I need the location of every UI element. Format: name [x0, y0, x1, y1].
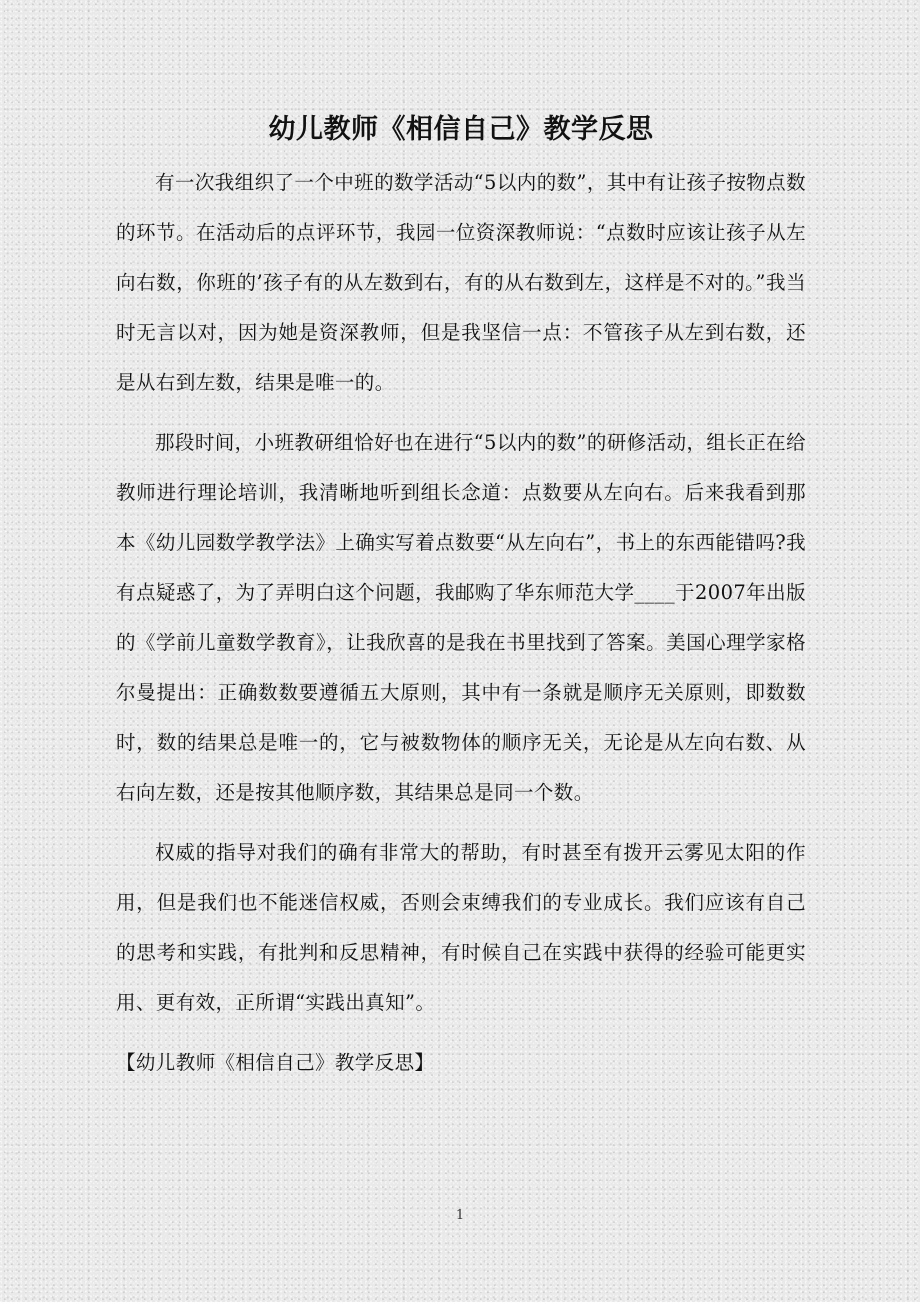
paragraph-3: 权威的指导对我们的确有非常大的帮助，有时甚至有拨开云雾见太阳的作用，但是我们也不能迷信权威，否则会束缚我们的专业成长。我们应该有自己的思考和实践，有批判和反思精神，有时候自己在实践中获得的经验可能更实用、更有效，正所谓“实践出真知”。	[116, 841, 806, 1014]
page-number: 1	[455, 1208, 465, 1223]
paragraph-2: 那段时间，小班教研组恰好也在进行“5以内的数”的研修活动，组长正在给教师进行理论培训，我清晰地听到组长念道：点数要从左向右。后来我看到那本《幼儿园数学教学法》上确实写着点数要“从左向右”，书上的东西能错吗?我有点疑惑了，为了弄明白这个问题，我邮购了华东师范大学____于2007年出版的《学前儿童数学教育》，让我欣喜的是我在书里找到了答案。美国心理学家格尔曼提出：正确数数要遵循五大原则，其中有一条就是顺序无关原则，即数数时，数的结果总是唯一的，它与被数物体的顺序无关，无论是从左向右数、从右向左数，还是按其他顺序数，其结果总是同一个数。	[116, 431, 806, 804]
paragraph-1: 有一次我组织了一个中班的数学活动“5以内的数”，其中有让孩子按物点数的环节。在活动后的点评环节，我园一位资深教师说：“点数时应该让孩子从左向右数，你班的’孩子有的从左数到右，有的从右数到左，这样是不对的。”我当时无言以对，因为她是资深教师，但是我坚信一点：不管孩子从左到右数，还是从右到左数，结果是唯一的。	[116, 171, 806, 394]
document-page	[116, 110, 806, 1088]
document-title: 幼儿教师《相信自己》教学反思	[268, 114, 654, 145]
closing-line: 【幼儿教师《相信自己》教学反思】	[116, 1051, 435, 1074]
